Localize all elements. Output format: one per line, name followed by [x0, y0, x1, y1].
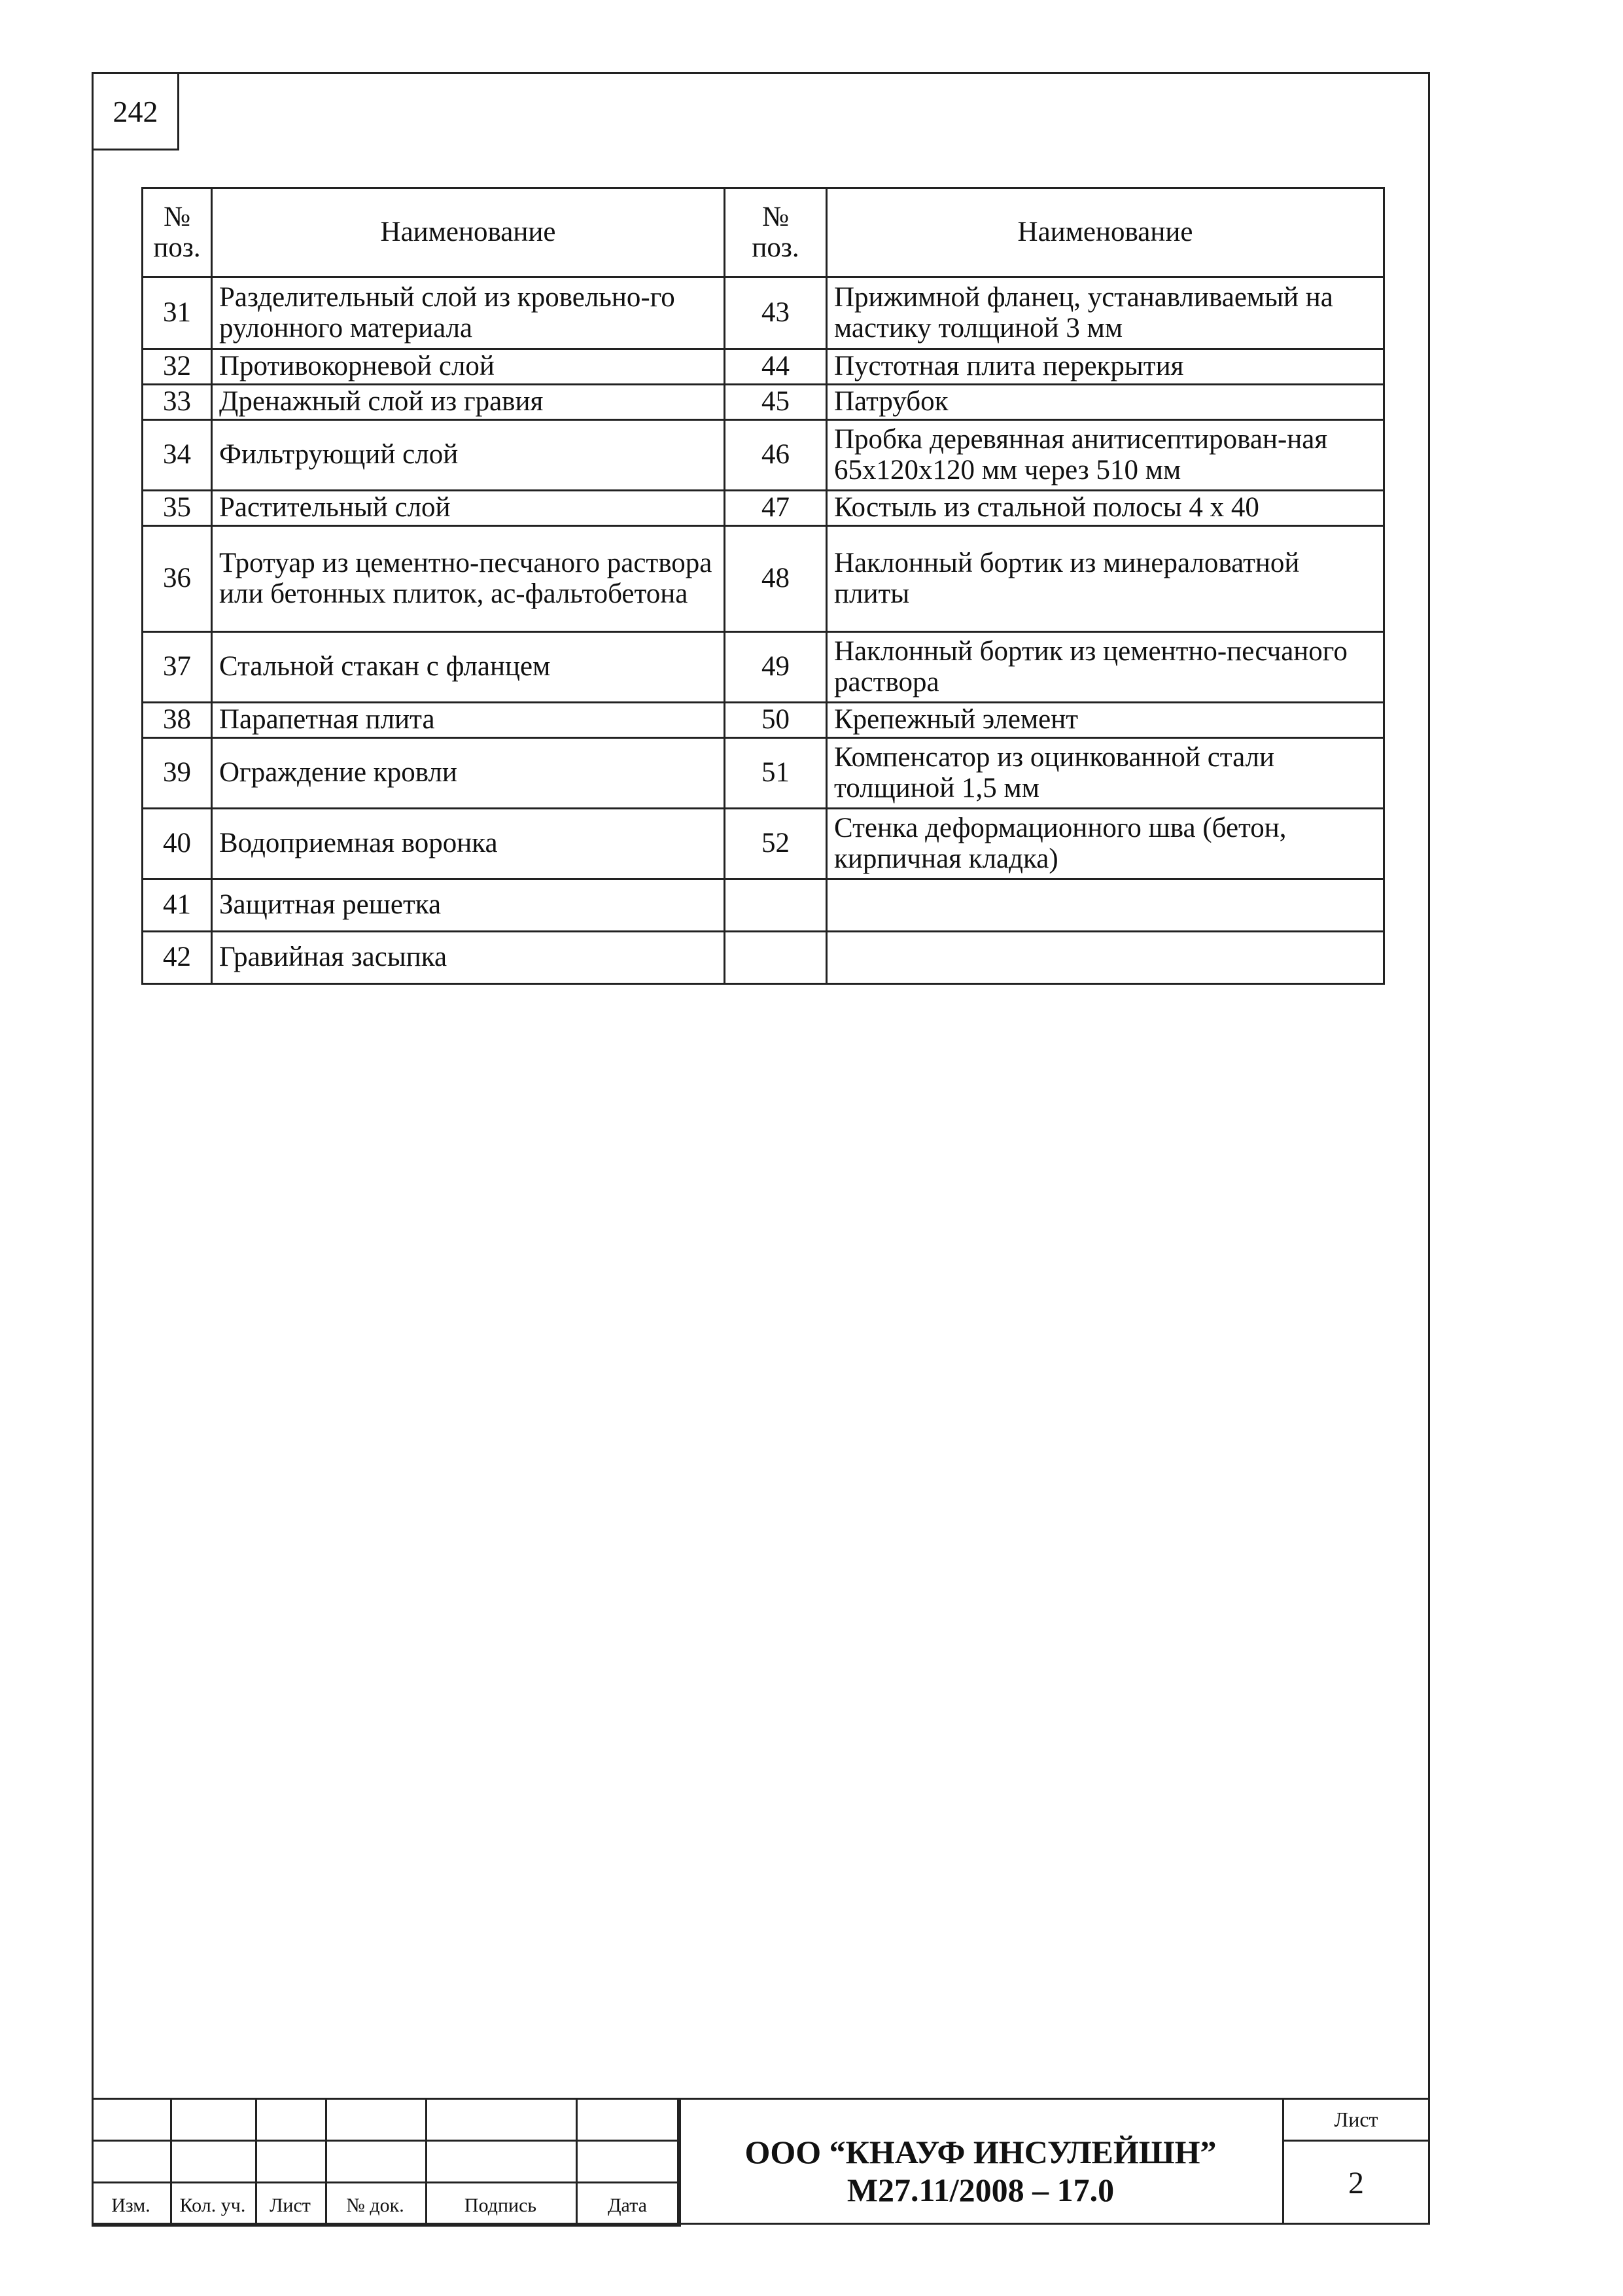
item-name-right: Крепежный элемент: [827, 703, 1384, 738]
position-number-left: 37: [143, 632, 212, 703]
position-number-right: 52: [725, 809, 827, 879]
title-block-cell: [170, 2098, 257, 2142]
title-block-cell: [325, 2140, 427, 2183]
header-name-left: Наименование: [212, 188, 725, 277]
position-number-left: 36: [143, 526, 212, 632]
table-row: [143, 526, 1384, 632]
item-name-right: Стенка деформационного шва (бетон, кирпичная кладка): [827, 809, 1384, 879]
position-number-left: 39: [143, 738, 212, 809]
title-block-sheet: [1282, 2098, 1430, 2225]
position-number-right: 47: [725, 491, 827, 526]
sheet-label: Лист: [1284, 2100, 1428, 2142]
item-name-left: Парапетная плита: [212, 703, 725, 738]
title-block-column-label: Изм.: [111, 2195, 150, 2216]
document-code: М27.11/2008 – 17.0: [846, 2171, 1115, 2208]
item-name-right: Наклонный бортик из цементно-песчаного раствора: [827, 632, 1384, 703]
table-row: [143, 932, 1384, 984]
table-row: [143, 879, 1384, 932]
table-row: [143, 349, 1384, 385]
legend-table: [141, 187, 1385, 985]
position-number-left: 31: [143, 277, 212, 349]
position-number-right: 49: [725, 632, 827, 703]
company-name: ООО “КНАУФ ИНСУЛЕЙШН”: [744, 2134, 1217, 2170]
title-block-main: [677, 2098, 1284, 2225]
table-row: [143, 703, 1384, 738]
position-number-right: 50: [725, 703, 827, 738]
table-row: [143, 420, 1384, 491]
position-number-left: 35: [143, 491, 212, 526]
title-block-column-label: Кол. уч.: [179, 2195, 246, 2216]
position-number-left: 42: [143, 932, 212, 984]
position-number-right: 44: [725, 349, 827, 385]
item-name-right: Костыль из стальной полосы 4 х 40: [827, 491, 1384, 526]
title-block-grid: [92, 2098, 679, 2225]
title-block-column-label: Дата: [608, 2195, 647, 2216]
title-block-cell: [92, 2098, 172, 2142]
page-number: 242: [92, 72, 179, 150]
item-name-right: [827, 879, 1384, 932]
position-number-left: 33: [143, 385, 212, 420]
header-position-left: № поз.: [143, 188, 212, 277]
item-name-left: Ограждение кровли: [212, 738, 725, 809]
table-row: [143, 632, 1384, 703]
item-name-right: Компенсатор из оцинкованной стали толщиной 1,5 мм: [827, 738, 1384, 809]
item-name-right: Наклонный бортик из минераловатной плиты: [827, 526, 1384, 632]
item-name-left: Защитная решетка: [212, 879, 725, 932]
item-name-right: Пустотная плита перекрытия: [827, 349, 1384, 385]
title-block-cell: [425, 2140, 578, 2183]
item-name-left: Гравийная засыпка: [212, 932, 725, 984]
table-row: [143, 738, 1384, 809]
title-block-cell: [255, 2098, 327, 2142]
position-number-right: 46: [725, 420, 827, 491]
item-name-left: Разделительный слой из кровельно-го рулонного материала: [212, 277, 725, 349]
title-block-column-label: Подпись: [464, 2195, 537, 2216]
position-number-right: 45: [725, 385, 827, 420]
table-row: [143, 385, 1384, 420]
title-block-cell: [255, 2140, 327, 2183]
position-number-right: [725, 932, 827, 984]
sheet-number: 2: [1348, 2166, 1364, 2200]
table-row: [143, 809, 1384, 879]
item-name-left: Дренажный слой из гравия: [212, 385, 725, 420]
position-number-left: 32: [143, 349, 212, 385]
title-block-cell: [576, 2140, 681, 2183]
position-number-left: 34: [143, 420, 212, 491]
item-name-left: Фильтрующий слой: [212, 420, 725, 491]
position-number-left: 38: [143, 703, 212, 738]
table-row: [143, 277, 1384, 349]
item-name-right: Прижимной фланец, устанавливаемый на мастику толщиной 3 мм: [827, 277, 1384, 349]
item-name-left: Тротуар из цементно-песчаного раствора или бетонных плиток, ас-фальтобетона: [212, 526, 725, 632]
title-block-column-label: № док.: [346, 2195, 404, 2216]
title-block-cell: [325, 2098, 427, 2142]
title-block-cell: [92, 2140, 172, 2183]
table-header-row: [143, 188, 1384, 277]
item-name-left: Растительный слой: [212, 491, 725, 526]
item-name-right: [827, 932, 1384, 984]
header-name-right: Наименование: [827, 188, 1384, 277]
item-name-left: Водоприемная воронка: [212, 809, 725, 879]
position-number-right: [725, 879, 827, 932]
item-name-right: Патрубок: [827, 385, 1384, 420]
title-block-cell: [576, 2098, 681, 2142]
title-block-cell: [170, 2140, 257, 2183]
table-row: [143, 491, 1384, 526]
title-block-cell: [425, 2098, 578, 2142]
position-number-right: 43: [725, 277, 827, 349]
position-number-right: 48: [725, 526, 827, 632]
item-name-left: Стальной стакан с фланцем: [212, 632, 725, 703]
position-number-left: 41: [143, 879, 212, 932]
position-number-left: 40: [143, 809, 212, 879]
title-block-column-label: Лист: [270, 2195, 311, 2216]
item-name-right: Пробка деревянная анитисептирован-ная 65х120х120 мм через 510 мм: [827, 420, 1384, 491]
header-position-right: № поз.: [725, 188, 827, 277]
position-number-right: 51: [725, 738, 827, 809]
item-name-left: Противокорневой слой: [212, 349, 725, 385]
